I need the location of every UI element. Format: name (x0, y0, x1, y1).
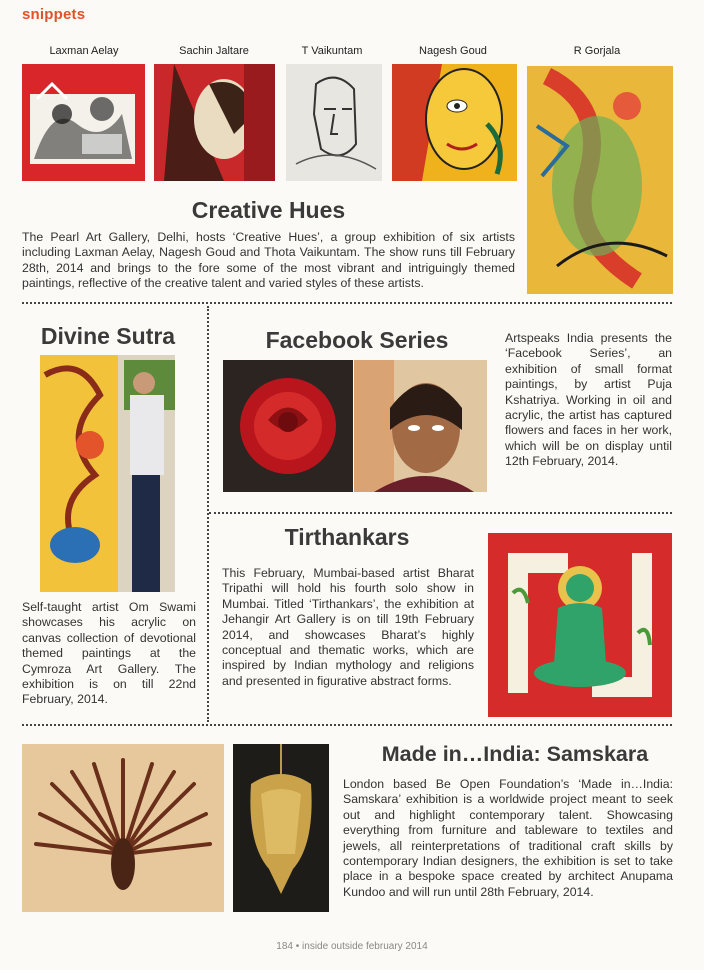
artist-name-sachin: Sachin Jaltare (179, 45, 249, 57)
divine-sutra-title: Divine Sutra (40, 323, 176, 349)
photo-sculpture-fan (22, 744, 224, 912)
painting-face (354, 360, 487, 492)
painting-sachin-jaltare (154, 64, 275, 181)
tirthankars-title: Tirthankars (284, 524, 410, 550)
creative-hues-body: The Pearl Art Gallery, Delhi, hosts ‘Creative Hues’, a group exhibition of six artists including Laxman Aelay, Nagesh Goud and Thota Vaikuntam. The show runs till February 28th, 2014 and brings to the fore some of the most vibrant and intriguingly themed paintings, reflective of the creative talent and varied styles of these artists. (22, 230, 515, 291)
painting-rose (223, 360, 353, 492)
creative-hues-title: Creative Hues (191, 197, 346, 223)
section-label: snippets (22, 6, 86, 23)
divider-vertical (207, 306, 209, 722)
painting-laxman-aelay (22, 64, 145, 181)
divider-middle (209, 512, 672, 514)
artist-name-vaikuntam: T Vaikuntam (301, 45, 363, 57)
artist-name-nagesh: Nagesh Goud (419, 45, 487, 57)
facebook-series-title: Facebook Series (265, 327, 449, 353)
made-in-india-body: London based Be Open Foundation’s ‘Made in…India: Samskara’ exhibition is a worldwide project meant to seek out and highlight contemporary talent. Showcasing everything from furniture and tableware to textiles and jewels, all reinterpretations of traditional craft skills by contemporary Indian designers, the exhibition is set to take place in a bespoke space created by architect Anupama Kundoo and will run until 28th February, 2014. (343, 777, 673, 899)
painting-nagesh-goud (392, 64, 517, 181)
photo-divine-sutra (40, 355, 175, 592)
page-footer: 184 • inside outside february 2014 (276, 941, 428, 952)
divider-bottom (22, 724, 672, 726)
painting-t-vaikuntam (286, 64, 382, 181)
facebook-series-body: Artspeaks India presents the ‘Facebook Series’, an exhibition of small format paintings, by artist Puja Kshatriya. Working in oil and acrylic, the artist has captured flowers and faces in her work, which will be on display until 12th February, 2014. (505, 331, 672, 469)
photo-sculpture-gold (233, 744, 329, 912)
artist-name-laxman: Laxman Aelay (49, 45, 119, 57)
painting-tirthankar (488, 533, 672, 717)
made-in-india-title: Made in…India: Samskara (381, 742, 649, 766)
divine-sutra-body: Self-taught artist Om Swami showcases his acrylic on canvas collection of devotional themed paintings at the Cymroza Art Gallery. The exhibition is on till 22nd February, 2014. (22, 600, 196, 707)
divider-top (22, 302, 672, 304)
tirthankars-body: This February, Mumbai-based artist Bharat Tripathi will hold his fourth solo show in Mumbai. Titled ‘Tirthankars’, the exhibition at Jehangir Art Gallery is on till 19th February 2014, and showcases Bharat’s highly conceptual and thematic works, which are inspired by Indian mythology and religions and presented in figurative abstract forms. (222, 566, 474, 688)
artist-name-gorjala: R Gorjala (573, 45, 621, 57)
painting-r-gorjala (527, 66, 673, 294)
